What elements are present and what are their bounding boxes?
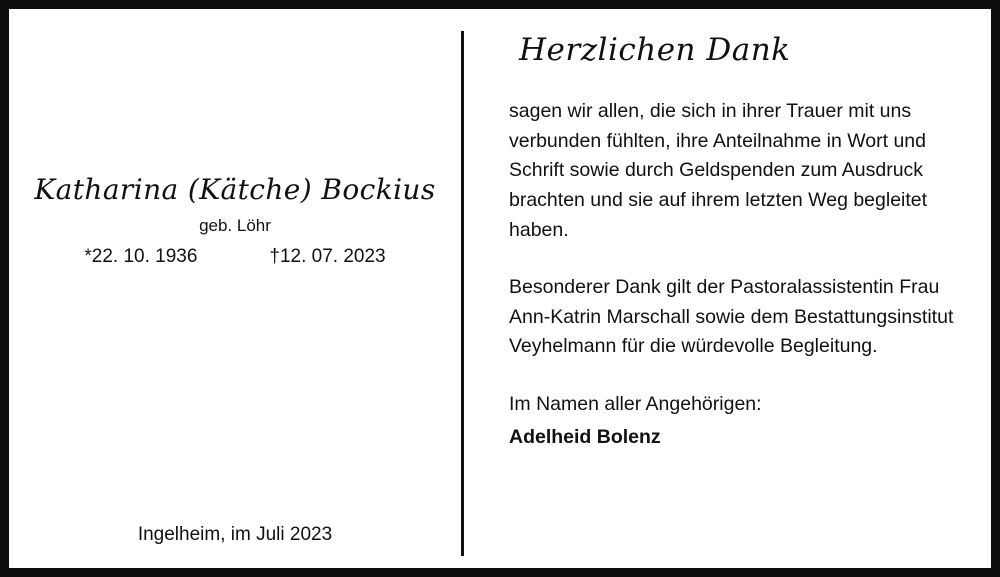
deceased-block [9,174,461,268]
signature-name: Adelheid Bolenz [509,426,661,449]
birth-date: *22. 10. 1936 [84,246,198,268]
life-dates [9,246,461,268]
right-column [461,9,991,568]
thanks-paragraph-1: sagen wir allen, die sich in ihrer Trauer mit uns verbunden fühlten, ihre Anteilnahme in Wort und Schrift sowie durch Geldspenden zum Ausdruck brachten und sie auf ihrem letzten Weg begleitet haben. [509,100,928,241]
death-date: †12. 07. 2023 [269,246,386,268]
deceased-name: Katharina (Kätche) Bockius [34,173,436,206]
maiden-name: geb. Löhr [199,216,271,236]
left-column [9,9,461,568]
place-and-date: Ingelheim, im Juli 2023 [137,524,333,545]
card-inner [9,9,991,568]
thanks-paragraph-2: Besonderer Dank gilt der Pastoralassistentin Frau Ann-Katrin Marschall sowie dem Bestattungsinstitut Veyhelmann für die würdevolle Begleitung. [509,276,954,358]
thanks-heading: Herzlichen Dank [519,32,791,68]
closing-label: Im Namen aller Angehörigen: [509,393,762,416]
